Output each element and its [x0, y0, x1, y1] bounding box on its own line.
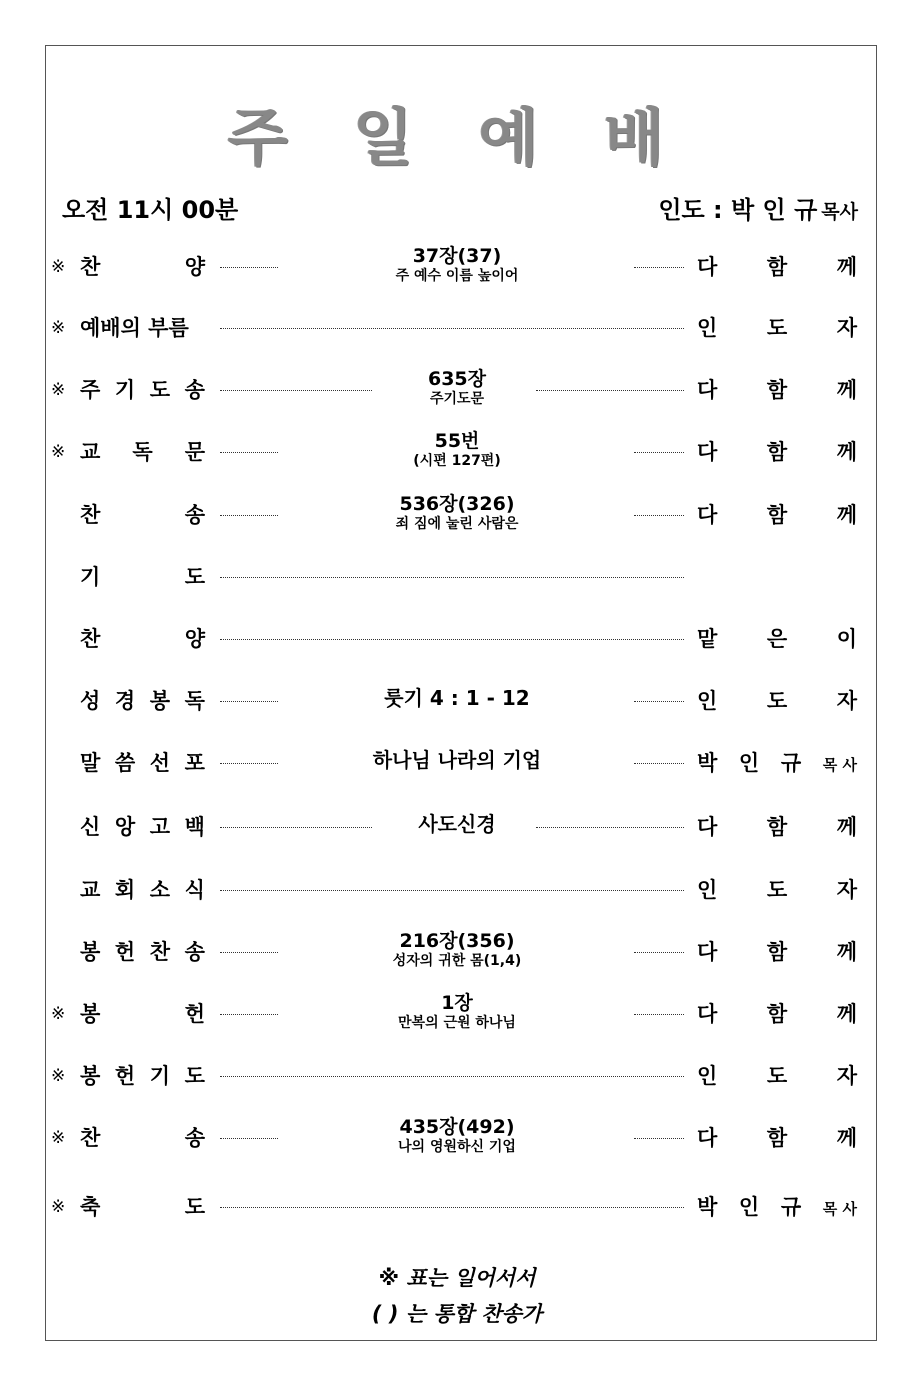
item-responsible-char: 함	[766, 255, 788, 279]
leader-dots	[220, 1207, 684, 1208]
worship-item	[0, 422, 914, 482]
item-label	[80, 561, 205, 591]
item-label-char: 송	[184, 378, 205, 402]
item-responsible	[697, 374, 857, 404]
item-detail-main: 37장(37)	[412, 245, 502, 267]
item-detail-sub: 만복의 근원 하나님	[398, 1015, 516, 1031]
worship-item	[0, 547, 914, 607]
item-responsible-char: 맡	[697, 627, 718, 651]
leader-dots	[220, 267, 278, 268]
item-responsible	[697, 936, 857, 966]
item-label	[80, 936, 205, 966]
item-label-char: 봉	[80, 1002, 101, 1026]
item-label-char: 성	[80, 689, 101, 713]
item-label-char: 씀	[114, 751, 136, 775]
leader-dots	[634, 763, 684, 764]
item-label-char: 회	[114, 878, 136, 902]
item-label	[80, 499, 205, 529]
item-label-char: 찬	[149, 940, 171, 964]
item-label-char: 양	[184, 627, 205, 651]
standing-mark: ※	[51, 1004, 66, 1024]
standing-mark: ※	[51, 318, 66, 338]
item-responsible-char: 다	[697, 378, 718, 402]
worship-item	[0, 797, 914, 857]
item-label	[80, 1191, 205, 1221]
item-label-char: 주	[80, 378, 101, 402]
item-label	[80, 623, 205, 653]
item-responsible	[697, 251, 857, 281]
leader-dots	[220, 452, 278, 453]
item-label	[80, 998, 205, 1028]
item-responsible	[697, 623, 857, 653]
item-detail	[280, 493, 634, 533]
item-label-char: 헌	[114, 940, 136, 964]
item-label	[80, 251, 205, 281]
item-detail-main: 55번	[434, 430, 480, 452]
item-detail	[280, 930, 634, 970]
leader-dots	[220, 952, 278, 953]
item-label-char: 양	[184, 255, 205, 279]
leader-dots	[220, 701, 278, 702]
item-responsible-char: 목 사	[822, 756, 857, 774]
item-responsible-char: 께	[836, 1002, 857, 1026]
leader-dots	[220, 515, 278, 516]
item-detail	[280, 368, 634, 408]
item-responsible-char: 인	[697, 878, 718, 902]
item-detail-main: 435장(492)	[399, 1116, 515, 1138]
footer-note-hymnal: ( ) 는 통합 찬송가	[371, 1302, 543, 1326]
item-responsible-char: 규	[780, 751, 802, 775]
item-responsible-char: 께	[836, 440, 857, 464]
item-label	[80, 1060, 205, 1090]
service-time: 오전 11시 00분	[62, 196, 239, 224]
leader-dots	[220, 763, 278, 764]
item-label-char: 교	[80, 878, 101, 902]
worship-item	[0, 922, 914, 982]
item-label	[80, 374, 205, 404]
item-detail-main: 635장	[427, 368, 486, 390]
item-responsible	[697, 1122, 857, 1152]
worship-item	[0, 671, 914, 731]
item-detail-main: 사도신경	[418, 812, 496, 836]
item-label-char: 포	[184, 751, 205, 775]
item-label-char: 기	[149, 1064, 171, 1088]
item-label-char: 예배의 부름	[80, 316, 189, 340]
item-responsible-char: 도	[766, 1064, 788, 1088]
item-responsible-char: 다	[697, 815, 718, 839]
footer-note-standing: ※ 표는 일어서서	[378, 1266, 536, 1290]
item-responsible-char: 박	[697, 751, 718, 775]
item-responsible-char: 함	[766, 815, 788, 839]
item-responsible-char: 께	[836, 503, 857, 527]
item-label-char: 찬	[80, 627, 101, 651]
worship-item	[0, 360, 914, 420]
item-responsible	[697, 1191, 857, 1221]
item-label-char: 송	[184, 1126, 205, 1150]
item-responsible	[697, 874, 857, 904]
item-label-char: 찬	[80, 255, 101, 279]
item-detail	[280, 992, 634, 1032]
item-label-char: 경	[114, 689, 136, 713]
item-label	[80, 747, 205, 777]
item-responsible-char: 인	[697, 689, 718, 713]
leader-label: 인도 : 박 인 규	[658, 196, 818, 224]
item-responsible	[697, 1060, 857, 1090]
item-label	[80, 685, 205, 715]
item-responsible-char: 께	[836, 1126, 857, 1150]
item-detail-main: 216장(356)	[399, 930, 515, 952]
item-label-char: 헌	[184, 1002, 205, 1026]
leader-dots	[220, 1076, 684, 1077]
item-responsible-char: 이	[836, 627, 857, 651]
item-responsible-char: 규	[780, 1195, 802, 1219]
worship-item	[0, 485, 914, 545]
leader-rank: 목사	[821, 201, 858, 223]
item-label-char: 찬	[80, 1126, 101, 1150]
item-responsible-char: 께	[836, 255, 857, 279]
item-detail-sub: 성자의 귀한 몸(1,4)	[392, 953, 522, 969]
item-responsible-char: 목 사	[822, 1200, 857, 1218]
service-leader	[658, 190, 858, 225]
leader-dots	[634, 267, 684, 268]
leader-dots	[634, 1138, 684, 1139]
page-title: 주 일 예 배	[227, 101, 687, 174]
item-responsible-char: 다	[697, 940, 718, 964]
item-label-char: 독	[184, 689, 205, 713]
leader-dots	[634, 701, 684, 702]
item-label-char: 송	[184, 940, 205, 964]
item-label	[80, 874, 205, 904]
leader-dots	[220, 639, 684, 640]
item-label-char: 도	[184, 565, 205, 589]
item-label-char: 앙	[114, 815, 136, 839]
item-responsible	[697, 436, 857, 466]
leader-dots	[634, 1014, 684, 1015]
item-detail-sub: 주 예수 이름 높이어	[395, 268, 519, 284]
item-responsible-char: 인	[697, 316, 718, 340]
item-detail	[280, 687, 634, 709]
item-responsible-char: 다	[697, 255, 718, 279]
item-responsible-char: 다	[697, 503, 718, 527]
leader-dots	[220, 1138, 278, 1139]
worship-item	[0, 237, 914, 297]
leader-dots	[220, 1014, 278, 1015]
item-detail-main: 룻기 4 : 1 - 12	[384, 686, 530, 710]
worship-item	[0, 984, 914, 1044]
item-responsible-char: 함	[766, 1002, 788, 1026]
item-detail	[280, 1116, 634, 1156]
item-responsible	[697, 747, 857, 777]
item-label-char: 문	[184, 440, 205, 464]
item-label-char: 말	[80, 751, 101, 775]
item-label-char: 찬	[80, 503, 101, 527]
item-detail-sub: 죄 짐에 눌린 사람은	[395, 516, 519, 532]
item-responsible-char: 함	[766, 440, 788, 464]
item-detail-sub: (시편 127편)	[413, 453, 501, 469]
item-label-char: 도	[184, 1195, 205, 1219]
item-responsible-char: 인	[738, 751, 760, 775]
standing-mark: ※	[51, 257, 66, 277]
item-detail-main: 536장(326)	[399, 493, 515, 515]
standing-mark: ※	[51, 1066, 66, 1086]
standing-mark: ※	[51, 442, 66, 462]
worship-item	[0, 1046, 914, 1106]
item-detail-sub: 나의 영원하신 기업	[398, 1139, 516, 1155]
item-responsible-char: 께	[836, 940, 857, 964]
item-detail-main: 1장	[441, 992, 473, 1014]
standing-mark: ※	[51, 1197, 66, 1217]
item-responsible	[697, 998, 857, 1028]
standing-mark: ※	[51, 1128, 66, 1148]
item-responsible-char: 함	[766, 378, 788, 402]
worship-item	[0, 1108, 914, 1168]
item-responsible-char: 께	[836, 378, 857, 402]
item-label-char: 고	[149, 815, 171, 839]
item-responsible	[697, 499, 857, 529]
item-label-char: 도	[149, 378, 171, 402]
item-responsible-char: 도	[766, 689, 788, 713]
item-responsible-char: 다	[697, 1002, 718, 1026]
item-label-char: 기	[80, 565, 101, 589]
leader-dots	[634, 952, 684, 953]
item-label-char: 봉	[149, 689, 171, 713]
item-detail-main: 하나님 나라의 기업	[372, 748, 542, 772]
item-label	[80, 811, 205, 841]
item-responsible-char: 도	[766, 878, 788, 902]
leader-dots	[634, 515, 684, 516]
item-responsible	[697, 312, 857, 342]
worship-item	[0, 860, 914, 920]
leader-dots	[220, 577, 684, 578]
item-label-char: 기	[114, 378, 136, 402]
item-responsible-char: 자	[836, 689, 857, 713]
item-label-char: 백	[184, 815, 205, 839]
item-label-char: 식	[184, 878, 205, 902]
item-label-char: 축	[80, 1195, 101, 1219]
item-responsible	[697, 685, 857, 715]
item-responsible-char: 께	[836, 815, 857, 839]
item-responsible	[697, 811, 857, 841]
item-responsible-char: 함	[766, 1126, 788, 1150]
leader-dots	[220, 890, 684, 891]
worship-item	[0, 733, 914, 793]
item-label-char: 소	[149, 878, 171, 902]
item-responsible-char: 인	[697, 1064, 718, 1088]
item-label-char: 선	[149, 751, 171, 775]
item-detail	[280, 430, 634, 470]
item-responsible-char: 자	[836, 878, 857, 902]
item-responsible-char: 함	[766, 503, 788, 527]
item-responsible-char: 다	[697, 1126, 718, 1150]
item-label	[80, 436, 205, 466]
leader-dots	[634, 452, 684, 453]
worship-item	[0, 298, 914, 358]
item-responsible-char: 함	[766, 940, 788, 964]
item-responsible-char: 다	[697, 440, 718, 464]
item-responsible-char: 인	[738, 1195, 760, 1219]
standing-mark: ※	[51, 380, 66, 400]
item-label	[80, 312, 205, 342]
item-label-char: 송	[184, 503, 205, 527]
item-responsible-char: 도	[766, 316, 788, 340]
item-label	[80, 1122, 205, 1152]
worship-item	[0, 609, 914, 669]
item-responsible-char: 자	[836, 1064, 857, 1088]
item-detail	[280, 813, 634, 835]
item-responsible-char: 자	[836, 316, 857, 340]
item-label-char: 교	[80, 440, 101, 464]
item-label-char: 독	[132, 440, 153, 464]
item-label-char: 봉	[80, 1064, 101, 1088]
item-responsible-char: 박	[697, 1195, 718, 1219]
item-label-char: 봉	[80, 940, 101, 964]
item-detail	[280, 749, 634, 771]
worship-item	[0, 1177, 914, 1237]
item-responsible-char: 은	[766, 627, 788, 651]
item-detail	[280, 245, 634, 285]
item-label-char: 헌	[114, 1064, 136, 1088]
item-label-char: 도	[184, 1064, 205, 1088]
item-detail-sub: 주기도문	[429, 391, 485, 407]
item-label-char: 신	[80, 815, 101, 839]
leader-dots	[220, 328, 684, 329]
